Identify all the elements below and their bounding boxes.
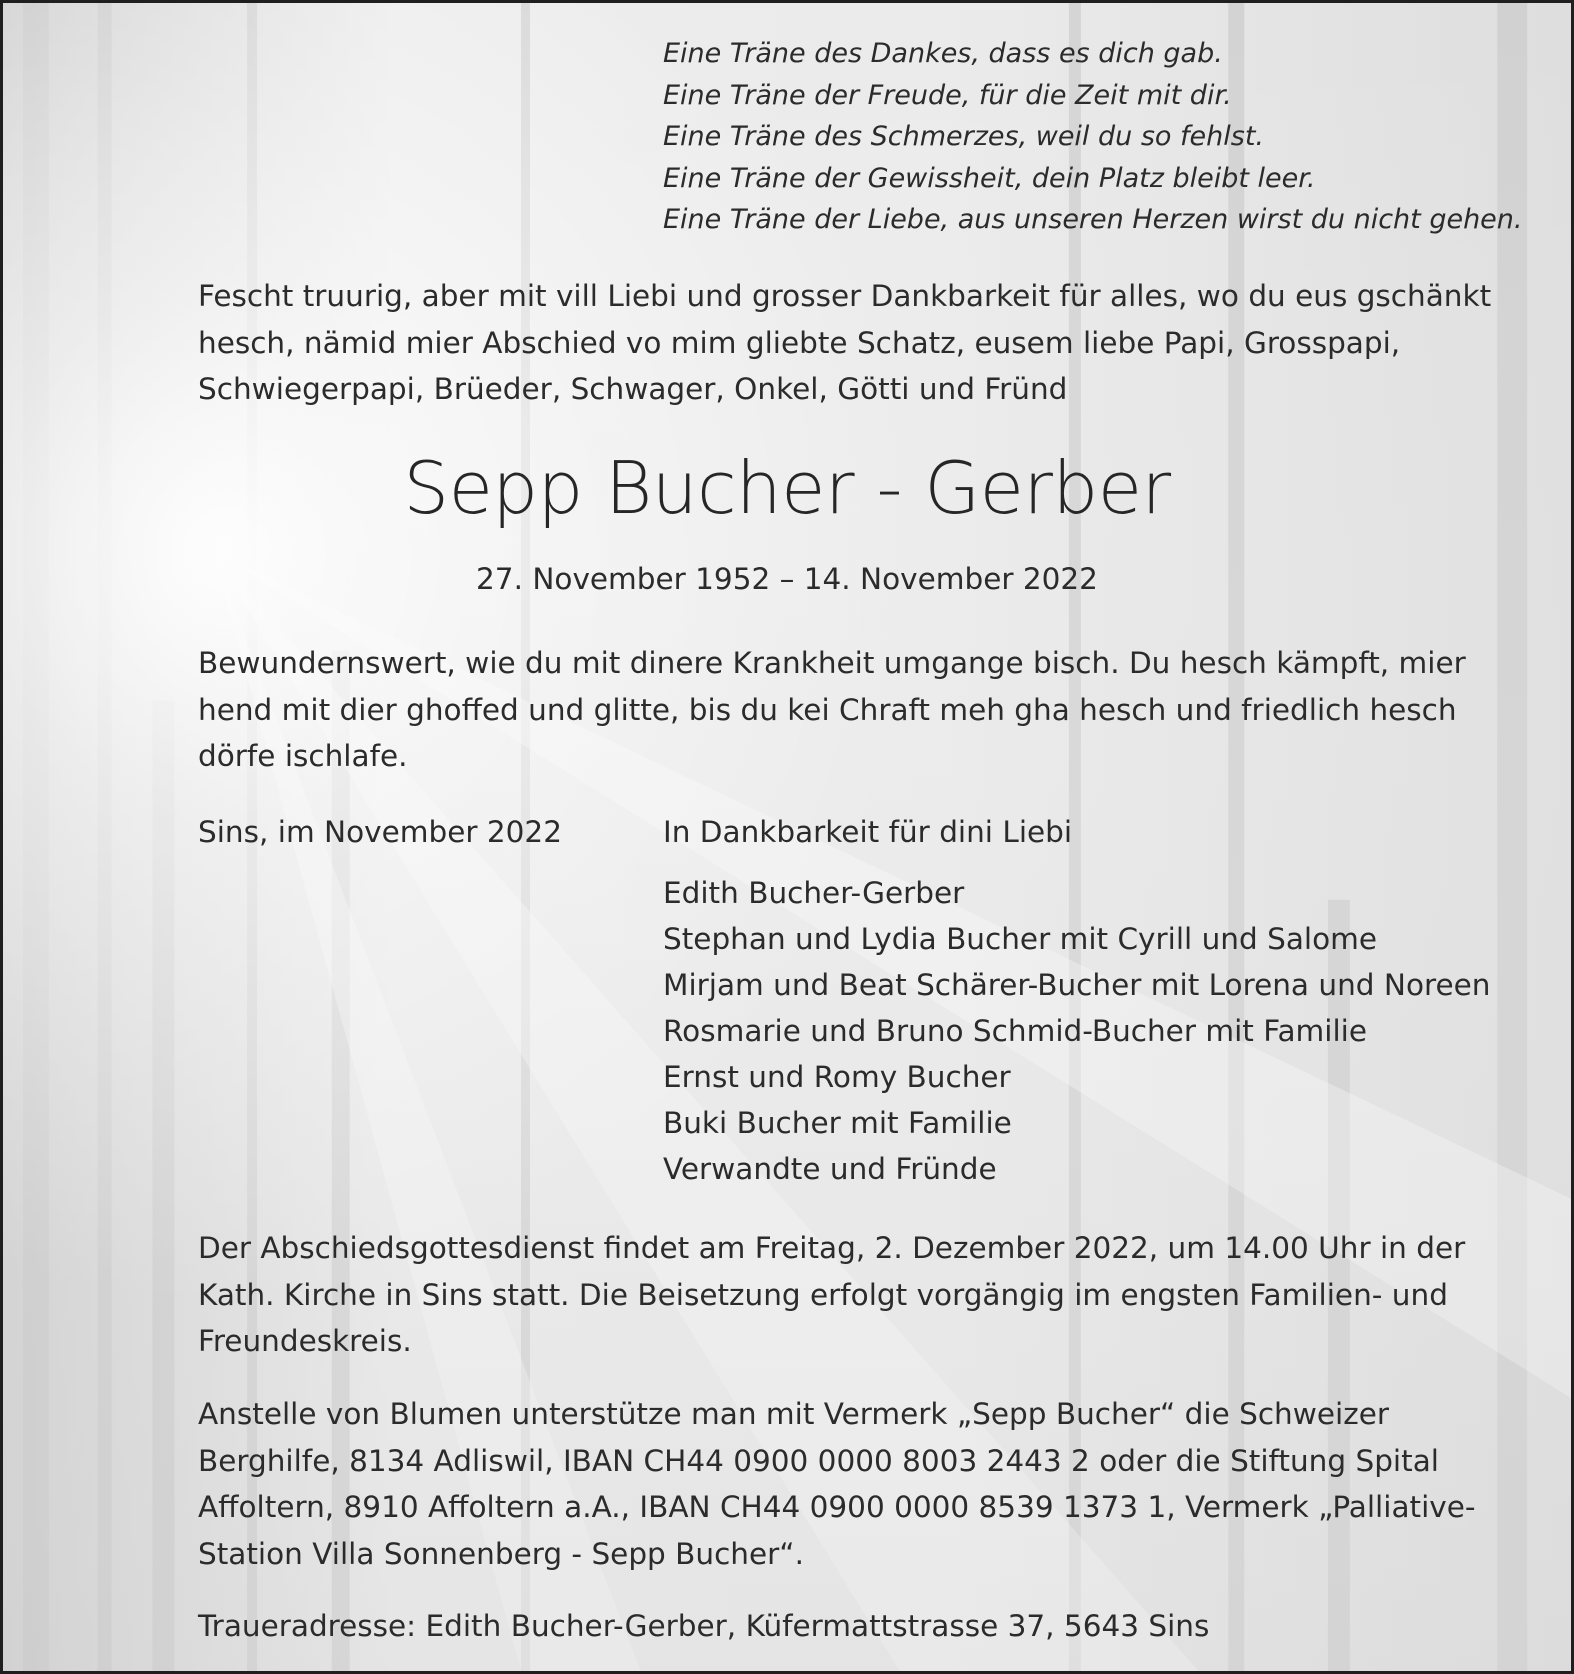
mourners-list bbox=[663, 870, 1490, 1192]
poem-line: Eine Träne der Gewissheit, dein Platz bleibt leer. bbox=[663, 162, 1316, 194]
poem-line: Eine Träne der Liebe, aus unseren Herzen wirst du nicht gehen. bbox=[663, 204, 1523, 235]
poem-line: Eine Träne der Freude, für die Zeit mit dir. bbox=[663, 79, 1232, 111]
mourner-name: Verwandte und Fründe bbox=[663, 1152, 997, 1186]
tribute-paragraph: Bewundernswert, wie du mit dinere Krankheit umgange bisch. Du hesch kämpft, mier hend mit dier ghoffed und glitte, bis du kei Chraft meh gha hesch und friedlich hesch dörfe ischlafe. bbox=[198, 646, 1466, 773]
intro-paragraph: Fescht truurig, aber mit vill Liebi und grosser Dankbarkeit für alles, wo du eus gschänkt hesch, nämid mier Abschied vo mim gliebte Schatz, eusem liebe Papi, Grosspapi, Schwiegerpapi, Brüeder, Schwager, Onkel, Götti und Fründ bbox=[198, 279, 1492, 406]
service-paragraph: Der Abschiedsgottesdienst findet am Freitag, 2. Dezember 2022, um 14.00 Uhr in der Kath. Kirche in Sins statt. Die Beisetzung erfolgt vorgängig im engsten Familien- und Freundeskreis. bbox=[198, 1231, 1466, 1358]
poem-line: Eine Träne des Schmerzes, weil du so fehlst. bbox=[663, 121, 1264, 152]
notice-content bbox=[3, 3, 1571, 1671]
thanks-heading: In Dankbarkeit für dini Liebi bbox=[663, 815, 1073, 849]
mourner-name: Mirjam und Beat Schärer-Bucher mit Lorena und Noreen bbox=[663, 968, 1491, 1002]
mourner-name: Rosmarie und Bruno Schmid-Bucher mit Familie bbox=[663, 1014, 1368, 1048]
mourner-name: Ernst und Romy Bucher bbox=[663, 1060, 1011, 1094]
mourner-name: Buki Bucher mit Familie bbox=[663, 1106, 1012, 1140]
donation-paragraph: Anstelle von Blumen unterstütze man mit Vermerk „Sepp Bucher“ die Schweizer Berghilfe, 8134 Adliswil, IBAN CH44 0900 0000 8003 2443 2 oder die Stiftung Spital Affoltern, 8910 Affoltern a.A., IBAN CH44 0900 0000 8539 1373 1, Vermerk „Palliative-Station Villa Sonnenberg - Sepp Bucher“. bbox=[198, 1397, 1476, 1571]
life-dates: 27. November 1952 – 14. November 2022 bbox=[476, 562, 1098, 596]
poem bbox=[663, 33, 1543, 241]
place-date: Sins, im November 2022 bbox=[198, 815, 562, 849]
poem-line: Eine Träne des Dankes, dass es dich gab. bbox=[663, 38, 1223, 69]
mourning-address: Traueradresse: Edith Bucher-Gerber, Küfermattstrasse 37, 5643 Sins bbox=[198, 1609, 1210, 1643]
mourner-name: Edith Bucher-Gerber bbox=[663, 876, 965, 910]
deceased-name: Sepp Bucher - Gerber bbox=[403, 446, 1171, 530]
mourner-name: Stephan und Lydia Bucher mit Cyrill und Salome bbox=[663, 922, 1378, 956]
